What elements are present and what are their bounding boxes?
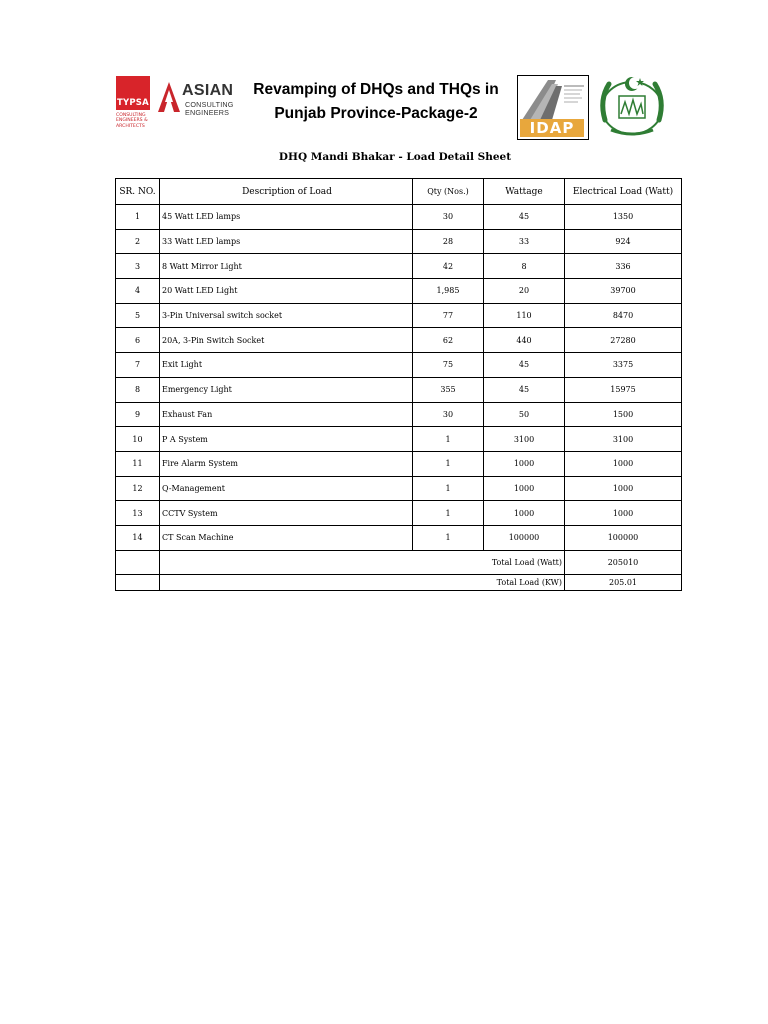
cell-qty: 355 bbox=[413, 377, 484, 402]
cell-description: Exhaust Fan bbox=[160, 402, 413, 427]
cell-sr-no: 3 bbox=[116, 254, 160, 279]
table-row bbox=[116, 525, 682, 550]
column-header-sr-no: SR. NO. bbox=[116, 179, 160, 205]
cell-wattage: 3100 bbox=[484, 427, 565, 452]
cell-electrical-load: 1000 bbox=[565, 501, 682, 526]
cell-description: 8 Watt Mirror Light bbox=[160, 254, 413, 279]
cell-qty: 42 bbox=[413, 254, 484, 279]
cell-wattage: 1000 bbox=[484, 501, 565, 526]
cell-electrical-load: 1500 bbox=[565, 402, 682, 427]
cell-wattage: 1000 bbox=[484, 451, 565, 476]
table-row bbox=[116, 476, 682, 501]
cell-sr-no: 7 bbox=[116, 353, 160, 378]
table-row bbox=[116, 205, 682, 230]
typsa-asian-logo bbox=[116, 76, 234, 142]
table-row bbox=[116, 353, 682, 378]
cell-sr-no: 12 bbox=[116, 476, 160, 501]
table-row bbox=[116, 427, 682, 452]
cell-wattage: 8 bbox=[484, 254, 565, 279]
cell-qty: 1,985 bbox=[413, 279, 484, 304]
column-header-wattage: Wattage bbox=[484, 179, 565, 205]
asian-logo-text: ASIAN bbox=[182, 82, 234, 99]
total-kw-label: Total Load (KW) bbox=[160, 574, 565, 590]
table-row bbox=[116, 377, 682, 402]
cell-description: CCTV System bbox=[160, 501, 413, 526]
cell-wattage: 110 bbox=[484, 303, 565, 328]
cell-wattage: 33 bbox=[484, 229, 565, 254]
cell-sr-no: 9 bbox=[116, 402, 160, 427]
cell-electrical-load: 1350 bbox=[565, 205, 682, 230]
cell-electrical-load: 1000 bbox=[565, 476, 682, 501]
cell-description: 45 Watt LED lamps bbox=[160, 205, 413, 230]
asian-logo-mark-icon bbox=[158, 82, 180, 112]
cell-electrical-load: 27280 bbox=[565, 328, 682, 353]
cell-description: 3-Pin Universal switch socket bbox=[160, 303, 413, 328]
total-kw-row bbox=[116, 574, 682, 590]
table-row bbox=[116, 402, 682, 427]
cell-electrical-load: 1000 bbox=[565, 451, 682, 476]
cell-qty: 75 bbox=[413, 353, 484, 378]
idap-logo-text: IDAP bbox=[520, 119, 584, 137]
table-row bbox=[116, 303, 682, 328]
table-row bbox=[116, 328, 682, 353]
cell-qty: 1 bbox=[413, 476, 484, 501]
cell-wattage: 1000 bbox=[484, 476, 565, 501]
cell-sr-no: 13 bbox=[116, 501, 160, 526]
cell-description: Q-Management bbox=[160, 476, 413, 501]
cell-electrical-load: 39700 bbox=[565, 279, 682, 304]
cell-electrical-load: 3375 bbox=[565, 353, 682, 378]
cell-sr-no: 2 bbox=[116, 229, 160, 254]
cell-sr-no: 10 bbox=[116, 427, 160, 452]
cell-wattage: 45 bbox=[484, 205, 565, 230]
cell-qty: 1 bbox=[413, 525, 484, 550]
cell-sr-no: 11 bbox=[116, 451, 160, 476]
punjab-government-emblem-icon bbox=[593, 70, 671, 142]
cell-description: 20 Watt LED Light bbox=[160, 279, 413, 304]
cell-qty: 30 bbox=[413, 205, 484, 230]
cell-description: P A System bbox=[160, 427, 413, 452]
table-header-row bbox=[116, 179, 682, 205]
typsa-logo-text: TYPSA bbox=[117, 98, 149, 108]
table-row bbox=[116, 279, 682, 304]
cell-wattage: 20 bbox=[484, 279, 565, 304]
cell-qty: 30 bbox=[413, 402, 484, 427]
typsa-logo-caption: CONSULTING ENGINEERS & ARCHITECTS bbox=[116, 113, 148, 129]
cell-wattage: 100000 bbox=[484, 525, 565, 550]
table-row bbox=[116, 254, 682, 279]
cell-qty: 62 bbox=[413, 328, 484, 353]
column-header-description: Description of Load bbox=[160, 179, 413, 205]
cell-electrical-load: 8470 bbox=[565, 303, 682, 328]
cell-qty: 1 bbox=[413, 427, 484, 452]
report-title: Revamping of DHQs and THQs in Punjab Province-Package-2 bbox=[253, 81, 499, 122]
cell-electrical-load: 3100 bbox=[565, 427, 682, 452]
total-row-empty-cell bbox=[116, 550, 160, 574]
cell-description: CT Scan Machine bbox=[160, 525, 413, 550]
cell-sr-no: 6 bbox=[116, 328, 160, 353]
cell-qty: 77 bbox=[413, 303, 484, 328]
total-watt-label: Total Load (Watt) bbox=[160, 550, 565, 574]
column-header-electrical-load: Electrical Load (Watt) bbox=[565, 179, 682, 205]
total-row-empty-cell bbox=[116, 574, 160, 590]
cell-qty: 28 bbox=[413, 229, 484, 254]
cell-wattage: 45 bbox=[484, 353, 565, 378]
load-detail-table bbox=[115, 178, 682, 591]
cell-sr-no: 5 bbox=[116, 303, 160, 328]
asian-logo-subtext: CONSULTING ENGINEERS bbox=[185, 100, 234, 118]
total-watt-row bbox=[116, 550, 682, 574]
cell-wattage: 440 bbox=[484, 328, 565, 353]
table-row bbox=[116, 229, 682, 254]
cell-wattage: 45 bbox=[484, 377, 565, 402]
cell-electrical-load: 336 bbox=[565, 254, 682, 279]
column-header-qty: Qty (Nos.) bbox=[413, 179, 484, 205]
cell-sr-no: 14 bbox=[116, 525, 160, 550]
total-watt-value: 205010 bbox=[565, 550, 682, 574]
cell-sr-no: 4 bbox=[116, 279, 160, 304]
total-kw-value: 205.01 bbox=[565, 574, 682, 590]
cell-description: Fire Alarm System bbox=[160, 451, 413, 476]
idap-logo bbox=[517, 75, 589, 140]
table-row bbox=[116, 501, 682, 526]
cell-sr-no: 8 bbox=[116, 377, 160, 402]
cell-qty: 1 bbox=[413, 501, 484, 526]
cell-electrical-load: 100000 bbox=[565, 525, 682, 550]
table-row bbox=[116, 451, 682, 476]
cell-description: Emergency Light bbox=[160, 377, 413, 402]
cell-qty: 1 bbox=[413, 451, 484, 476]
cell-wattage: 50 bbox=[484, 402, 565, 427]
cell-electrical-load: 924 bbox=[565, 229, 682, 254]
cell-sr-no: 1 bbox=[116, 205, 160, 230]
sheet-title: DHQ Mandi Bhakar - Load Detail Sheet bbox=[278, 151, 512, 163]
cell-description: 20A, 3-Pin Switch Socket bbox=[160, 328, 413, 353]
cell-description: Exit Light bbox=[160, 353, 413, 378]
cell-description: 33 Watt LED lamps bbox=[160, 229, 413, 254]
cell-electrical-load: 15975 bbox=[565, 377, 682, 402]
